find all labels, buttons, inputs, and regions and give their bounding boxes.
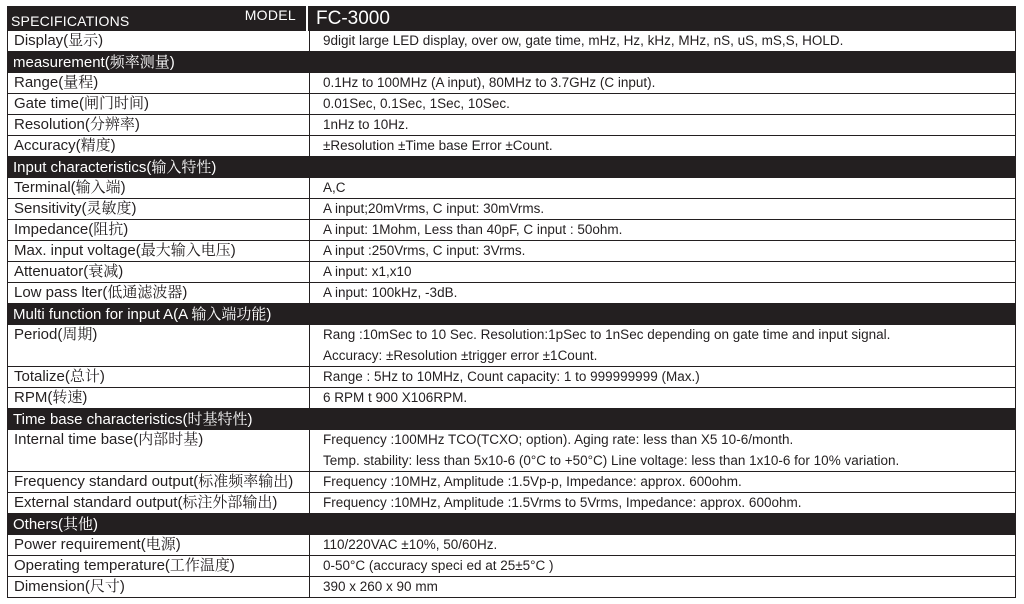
spec-row	[7, 115, 1016, 136]
spec-label: Gate time(闸门时间)	[7, 94, 310, 114]
spec-value-line: A,C	[323, 180, 346, 195]
spec-value-line: 390 x 260 x 90 mm	[323, 579, 438, 594]
spec-value	[310, 178, 1016, 198]
spec-label: Frequency standard output(标准频率输出)	[7, 472, 310, 492]
spec-row	[7, 220, 1016, 241]
spec-label: Power requirement(电源)	[7, 535, 310, 555]
specifications-heading: SPECIFICATIONS	[11, 13, 130, 29]
spec-value	[310, 199, 1016, 219]
model-label: MODEL	[244, 7, 296, 23]
section-header: measurement(频率测量)	[7, 52, 1016, 73]
spec-row	[7, 136, 1016, 157]
spec-value	[310, 262, 1016, 282]
spec-row	[7, 556, 1016, 577]
spec-value-line: 0-50°C (accuracy speci ed at 25±5°C )	[323, 558, 554, 573]
spec-row	[7, 94, 1016, 115]
spec-row	[7, 283, 1016, 304]
spec-value	[310, 325, 1016, 366]
spec-row	[7, 178, 1016, 199]
spec-value	[310, 136, 1016, 156]
spec-row	[7, 535, 1016, 556]
spec-value-line: Frequency :100MHz TCO(TCXO; option). Aging rate: less than X5 10-6/month.	[323, 432, 794, 447]
spec-row	[7, 493, 1016, 514]
spec-value	[310, 556, 1016, 576]
spec-label: Attenuator(衰减)	[7, 262, 310, 282]
spec-label: Low pass lter(低通滤波器)	[7, 283, 310, 303]
spec-value-line: 1nHz to 10Hz.	[323, 117, 409, 132]
spec-label: Impedance(阻抗)	[7, 220, 310, 240]
spec-value	[310, 388, 1016, 408]
spec-value-line: A input: x1,x10	[323, 264, 412, 279]
spec-label: RPM(转速)	[7, 388, 310, 408]
spec-value	[310, 220, 1016, 240]
spec-label: Terminal(输入端)	[7, 178, 310, 198]
spec-row	[7, 73, 1016, 94]
spec-value	[310, 31, 1016, 51]
spec-label: Range(量程)	[7, 73, 310, 93]
spec-label: Internal time base(内部时基)	[7, 430, 310, 471]
spec-row	[7, 241, 1016, 262]
spec-value	[310, 430, 1016, 471]
spec-label: Max. input voltage(最大输入电压)	[7, 241, 310, 261]
spec-value	[310, 493, 1016, 513]
spec-value	[310, 115, 1016, 135]
spec-value	[310, 73, 1016, 93]
spec-row	[7, 31, 1016, 52]
spec-row	[7, 199, 1016, 220]
spec-value-line: 6 RPM t 900 X106RPM.	[323, 390, 468, 405]
spec-label: External standard output(标注外部输出)	[7, 493, 310, 513]
spec-value	[310, 283, 1016, 303]
spec-label: Operating temperature(工作温度)	[7, 556, 310, 576]
section-header: Input characteristics(输入特性)	[7, 157, 1016, 178]
spec-value	[310, 241, 1016, 261]
spec-label: Period(周期)	[7, 325, 310, 366]
spec-value	[310, 472, 1016, 492]
spec-value-line: 0.1Hz to 100MHz (A input), 80MHz to 3.7GHz (C input).	[323, 75, 656, 90]
spec-label: Dimension(尺寸)	[7, 577, 310, 597]
section-header: Multi function for input A(A 输入端功能)	[7, 304, 1016, 325]
spec-label: Sensitivity(灵敏度)	[7, 199, 310, 219]
table-header	[7, 6, 1016, 31]
spec-value	[310, 94, 1016, 114]
spec-label: Accuracy(精度)	[7, 136, 310, 156]
spec-row	[7, 472, 1016, 493]
spec-value	[310, 577, 1016, 597]
spec-value-line: Temp. stability: less than 5x10-6 (0°C to +50°C) Line voltage: less than 1x10-6 for 10% variation.	[323, 453, 900, 468]
spec-value-line: A input: 1Mohm, Less than 40pF, C input : 50ohm.	[323, 222, 623, 237]
header-label-cell	[7, 6, 308, 31]
table-body	[7, 31, 1016, 598]
spec-row	[7, 388, 1016, 409]
section-header: Time base characteristics(时基特性)	[7, 409, 1016, 430]
spec-row	[7, 577, 1016, 598]
spec-value-line: 9digit large LED display, over ow, gate time, mHz, Hz, kHz, MHz, nS, uS, mS,S, HOLD.	[323, 33, 844, 48]
spec-label: Totalize(总计)	[7, 367, 310, 387]
spec-value	[310, 367, 1016, 387]
spec-value-line: Rang :10mSec to 10 Sec. Resolution:1pSec to 1nSec depending on gate time and input signal.	[323, 327, 891, 342]
spec-value-line: A input: 100kHz, -3dB.	[323, 285, 458, 300]
spec-value-line: Frequency :10MHz, Amplitude :1.5Vrms to 5Vrms, Impedance: approx. 600ohm.	[323, 495, 802, 510]
spec-label: Resolution(分辨率)	[7, 115, 310, 135]
spec-row	[7, 262, 1016, 283]
spec-value-line: ±Resolution ±Time base Error ±Count.	[323, 138, 553, 153]
spec-value	[310, 535, 1016, 555]
spec-value-line: A input;20mVrms, C input: 30mVrms.	[323, 201, 545, 216]
spec-label: Display(显示)	[7, 31, 310, 51]
spec-value-line: 0.01Sec, 0.1Sec, 1Sec, 10Sec.	[323, 96, 510, 111]
spec-value-line: A input :250Vrms, C input: 3Vrms.	[323, 243, 526, 258]
model-value: FC-3000	[316, 8, 390, 29]
spec-value-line: Range : 5Hz to 10MHz, Count capacity: 1 to 999999999 (Max.)	[323, 369, 700, 384]
spec-value-line: Accuracy: ±Resolution ±trigger error ±1Count.	[323, 348, 598, 363]
spec-row	[7, 367, 1016, 388]
section-header: Others(其他)	[7, 514, 1016, 535]
spec-row	[7, 430, 1016, 472]
specifications-table	[7, 6, 1016, 598]
spec-value-line: Frequency :10MHz, Amplitude :1.5Vp-p, Impedance: approx. 600ohm.	[323, 474, 742, 489]
spec-value-line: 110/220VAC ±10%, 50/60Hz.	[323, 537, 498, 552]
spec-row	[7, 325, 1016, 367]
